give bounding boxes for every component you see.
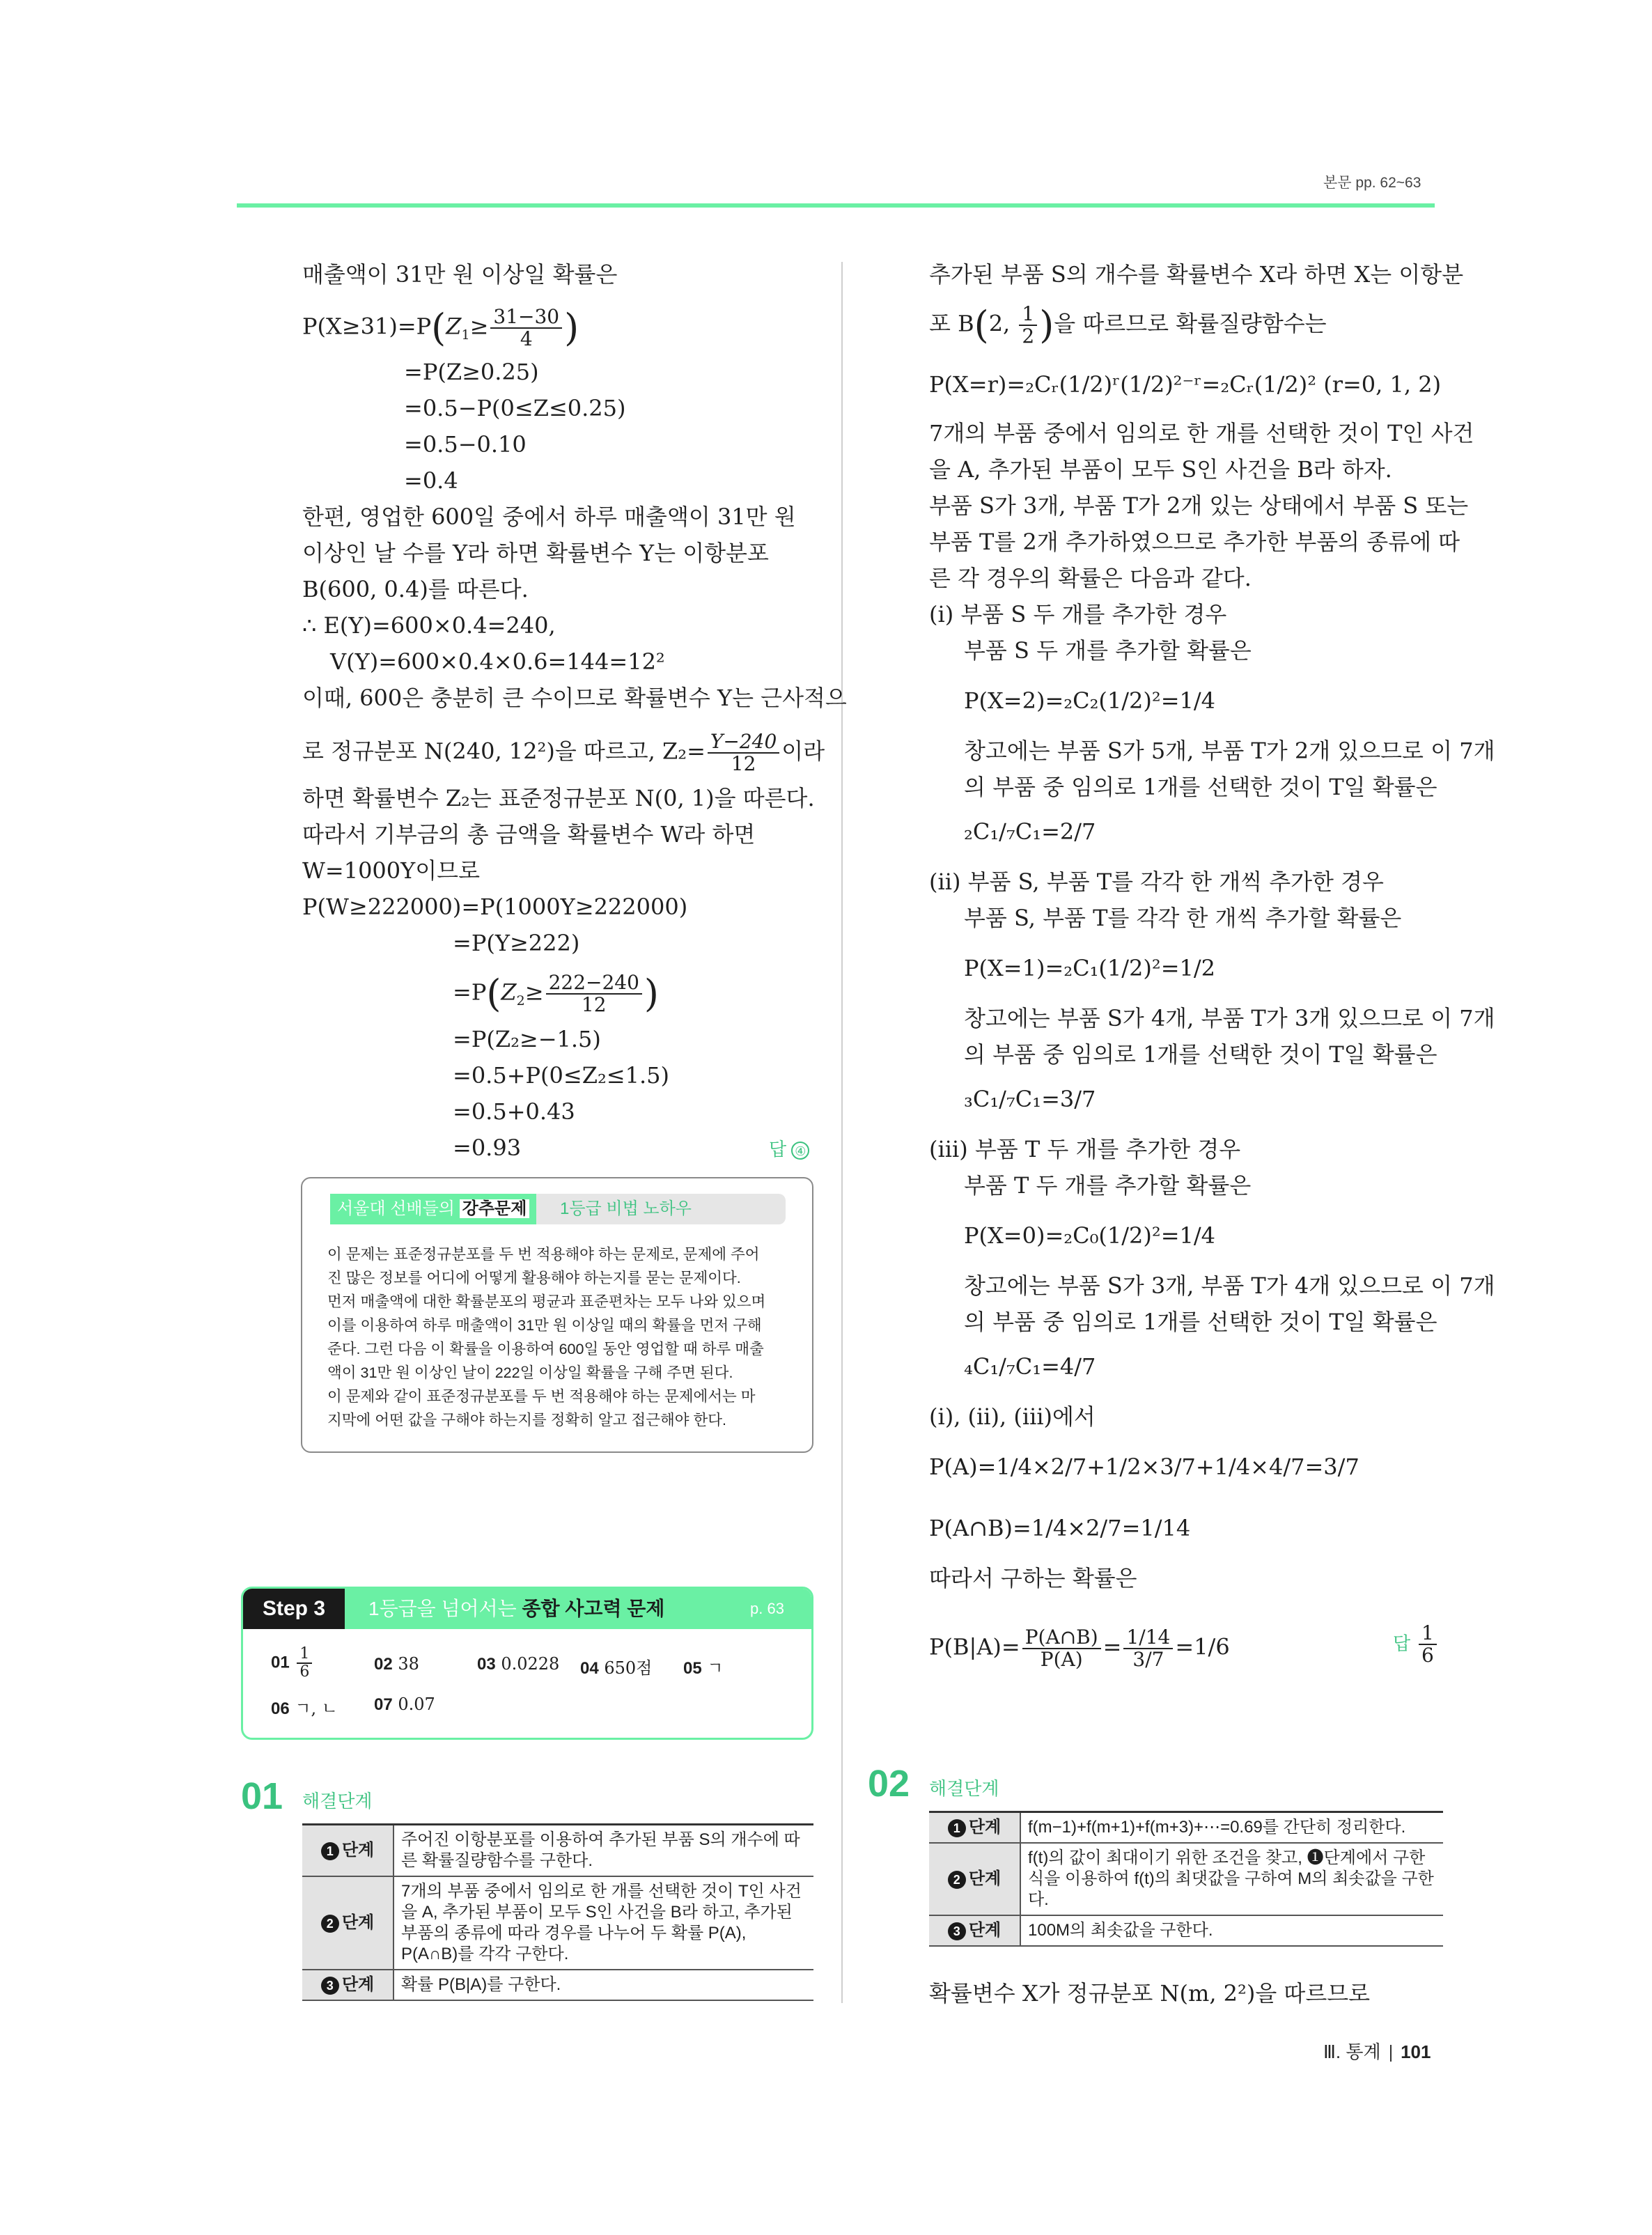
- answer-mark-right: 답 $\frac{1}{6}$: [1393, 1623, 1439, 1666]
- case3-frac: ₄C₁/₇C₁=4/7: [964, 1353, 1096, 1380]
- w-line-1: P(W≥222000)=P(1000Y≥222000): [302, 894, 688, 920]
- right-l2: 포 B(2, $\frac{1}{2}$ )을 따르므로 확률질량함수는: [929, 302, 1327, 348]
- solution-01-table: [302, 1823, 813, 2001]
- expectation-line: ∴ E(Y)=600×0.4=240,: [302, 612, 556, 639]
- answer-01: 01 $\frac{1}{6}$: [271, 1646, 314, 1681]
- w-line-4: =P(Z₂≥−1.5): [453, 1026, 601, 1052]
- tip-title-c: 1등급 비법 노하우: [560, 1199, 692, 1218]
- footer-page-number: 101: [1401, 2041, 1431, 2062]
- case3-eq: P(X=0)=₂C₀(1/2)²=1/4: [964, 1222, 1216, 1249]
- solution-02-table: [929, 1811, 1443, 1947]
- prob-a-and-b: P(A∩B)=1/4×2/7=1/14: [929, 1515, 1191, 1541]
- prob-line-5: =0.4: [404, 467, 458, 494]
- tip-line: 지막에 어떤 값을 구해야 하는지를 정확히 알고 접근해야 한다.: [327, 1412, 726, 1428]
- variance-line: V(Y)=600×0.4×0.6=144=12²: [330, 648, 665, 675]
- case2-a: 부품 S, 부품 T를 각각 한 개씩 추가할 확률은: [964, 905, 1402, 931]
- column-divider: [841, 262, 843, 2003]
- answer-05: 05 ㄱ: [683, 1658, 724, 1678]
- solution-01-number: 01: [241, 1775, 283, 1817]
- answer-02: 02 38: [374, 1654, 419, 1674]
- conditional-prob: P(B|A)= $\frac{P(A\cap B)}{P(A)}$ = $\frac{1/14}{3/7}$ =1/6: [929, 1626, 1230, 1671]
- case1-b: 창고에는 부품 S가 5개, 부품 T가 2개 있으므로 이 7개: [964, 738, 1495, 764]
- w-line-7: =0.93: [453, 1135, 522, 1161]
- tip-line: 진 많은 정보를 어디에 어떻게 활용해야 하는지를 묻는 문제이다.: [327, 1270, 741, 1286]
- case2-b: 창고에는 부품 S가 4개, 부품 T가 3개 있으므로 이 7개: [964, 1005, 1495, 1031]
- w-line-6: =0.5+0.43: [453, 1098, 575, 1125]
- case3-c: 의 부품 중 임의로 1개를 선택한 것이 T일 확률은: [964, 1309, 1437, 1335]
- tip-line: 이 문제는 표준정규분포를 두 번 적용해야 하는 문제로, 문제에 주어: [327, 1246, 760, 1263]
- paragraph-normal-a: 이때, 600은 충분히 큰 수이므로 확률변수 Y는 근사적으: [302, 685, 847, 711]
- paragraph-w: W=1000Y이므로: [302, 857, 481, 884]
- prob-line-1: $P(X\ge 31)=P(Z_1\ge$ $\frac{31-30}{4}$ ): [302, 305, 579, 350]
- tip-line: 이를 이용하여 하루 매출액이 31만 원 이상일 때의 확률을 먼저 구해: [327, 1317, 762, 1334]
- right-l5: 부품 S가 3개, 부품 T가 2개 있는 상태에서 부품 S 또는: [929, 492, 1469, 519]
- tip-body: [327, 1243, 801, 1432]
- step3-answers: [271, 1646, 800, 1729]
- sol02-row-2: 2 단계 f(t)의 값이 최대이기 위한 조건을 찾고, ❶단계에서 구한 식을 이용하여 f(t)의 최댓값을 구하여 M의 최솟값을 구한다.: [929, 1843, 1443, 1915]
- case3-b: 창고에는 부품 S가 3개, 부품 T가 4개 있으므로 이 7개: [964, 1272, 1495, 1299]
- page-ref: 본문 pp. 62~63: [1323, 175, 1421, 191]
- solution-02-number: 02: [868, 1763, 910, 1805]
- answer-07: 07 0.07: [374, 1695, 435, 1714]
- paragraph-binomial: 한편, 영업한 600일 중에서 하루 매출액이 31만 원 이상인 날 수를 Y라 하면 확률변수 Y는 이항분포 B(600, 0.4)를 따른다.: [302, 504, 796, 602]
- footer-chapter: Ⅲ. 통계: [1323, 2041, 1381, 2062]
- right-l6: 부품 T를 2개 추가하였으므로 추가한 부품의 종류에 따: [929, 529, 1460, 555]
- tip-box: [301, 1177, 813, 1453]
- step3-title: 1등급을 넘어서는 종합 사고력 문제: [368, 1598, 665, 1619]
- left-intro: 매출액이 31만 원 이상일 확률은: [302, 261, 618, 288]
- sol01-row-1: 1 단계 주어진 이항분포를 이용하여 추가된 부품 S의 개수에 따른 확률질량함수를 구한다.: [302, 1825, 813, 1876]
- case1-frac: ₂C₁/₇C₁=2/7: [964, 818, 1096, 845]
- from-cases: (ⅰ), (ⅱ), (ⅲ)에서: [929, 1403, 1096, 1430]
- hence-line: 따라서 구하는 확률은: [929, 1565, 1137, 1591]
- w-line-2: =P(Y≥222): [453, 930, 580, 956]
- prob-line-2: =P(Z≥0.25): [404, 359, 539, 385]
- case1-a: 부품 S 두 개를 추가할 확률은: [964, 637, 1252, 664]
- right-l7: 른 각 경우의 확률은 다음과 같다.: [929, 565, 1252, 591]
- solution-02-label: 해결단계: [929, 1778, 999, 1799]
- right-l3: 7개의 부품 중에서 임의로 한 개를 선택한 것이 T인 사건: [929, 420, 1474, 446]
- tip-line: 이 문제와 같이 표준정규분포를 두 번 적용해야 하는 문제에서는 마: [327, 1388, 756, 1405]
- case1-eq: P(X=2)=₂C₂(1/2)²=1/4: [964, 687, 1216, 714]
- paragraph-total: 따라서 기부금의 총 금액을 확률변수 W라 하면: [302, 821, 756, 848]
- tip-title-a: 서울대 선배들의: [337, 1199, 455, 1218]
- w-line-5: =0.5+P(0≤Z₂≤1.5): [453, 1062, 669, 1089]
- answer-04: 04 650점: [580, 1658, 653, 1678]
- footer: [1323, 2038, 1431, 2064]
- prob-a: P(A)=1/4×2/7+1/2×3/7+1/4×4/7=3/7: [929, 1454, 1359, 1480]
- sol01-row-3: 3 단계 확률 P(B|A)를 구한다.: [302, 1970, 813, 2000]
- right-pmf: P(X=r)=₂Cᵣ(1/2)ʳ(1/2)²⁻ʳ=₂Cᵣ(1/2)² (r=0, 1, 2): [929, 371, 1442, 398]
- case2-c: 의 부품 중 임의로 1개를 선택한 것이 T일 확률은: [964, 1041, 1437, 1068]
- w-line-3: $=P(Z_2\ge$ $\frac{222-240}{12}$ ): [453, 971, 659, 1016]
- answer-03: 03 0.0228: [477, 1654, 560, 1674]
- case2-eq: P(X=1)=₂C₁(1/2)²=1/2: [964, 955, 1216, 981]
- sol02-row-1: 1 단계 f(m−1)+f(m+1)+f(m+3)+⋯=0.69를 간단히 정리한다.: [929, 1813, 1443, 1843]
- right-l1: 추가된 부품 S의 개수를 확률변수 X라 하면 X는 이항분: [929, 261, 1464, 288]
- paragraph-standard: 하면 확률변수 Z₂는 표준정규분포 N(0, 1)을 따른다.: [302, 785, 815, 811]
- tip-line: 먼저 매출액에 대한 확률분포의 평균과 표준편차는 모두 나와 있으며: [327, 1293, 766, 1310]
- sol02-row-3: 3 단계 100M의 최솟값을 구한다.: [929, 1915, 1443, 1946]
- answer-06: 06 ㄱ, ㄴ: [271, 1699, 338, 1718]
- answer-mark-left: 답 ④: [769, 1135, 809, 1161]
- case1-head: (ⅰ) 부품 S 두 개를 추가한 경우: [929, 601, 1227, 628]
- tip-line: 액이 31만 원 이상인 날이 222일 이상일 확률을 구해 주면 된다.: [327, 1364, 733, 1381]
- solution-01-label: 해결단계: [302, 1791, 373, 1812]
- step3-page: p. 63: [750, 1600, 784, 1617]
- case2-head: (ⅱ) 부품 S, 부품 T를 각각 한 개씩 추가한 경우: [929, 869, 1384, 895]
- right-last-line: 확률변수 X가 정규분포 N(m, 2²)을 따르므로: [929, 1980, 1371, 2007]
- case1-c: 의 부품 중 임의로 1개를 선택한 것이 T일 확률은: [964, 774, 1437, 800]
- prob-line-4: =0.5−0.10: [404, 431, 527, 458]
- tip-line: 준다. 그런 다음 이 확률을 이용하여 600일 동안 영업할 때 하루 매출: [327, 1341, 764, 1357]
- sol01-row-2: 2 단계 7개의 부품 중에서 임의로 한 개를 선택한 것이 T인 사건을 A, 추가된 부품이 모두 S인 사건을 B라 하고, 추가된 부품의 종류에 따라 경우를 나누어 두 확률 P(A), P(A∩B)를 각각 구한다.: [302, 1876, 813, 1970]
- tip-title-b: 강추문제: [460, 1199, 530, 1218]
- paragraph-normal-b: 로 정규분포 N(240, 12²)을 따르고, Z₂= $\frac{Y-240}{12}$ 이라: [302, 730, 825, 775]
- case3-head: (ⅲ) 부품 T 두 개를 추가한 경우: [929, 1136, 1241, 1162]
- right-l4: 을 A, 추가된 부품이 모두 S인 사건을 B라 하자.: [929, 456, 1392, 483]
- prob-line-3: =0.5−P(0≤Z≤0.25): [404, 395, 626, 421]
- case3-a: 부품 T 두 개를 추가할 확률은: [964, 1172, 1252, 1199]
- header-rule: [237, 203, 1435, 208]
- case2-frac: ₃C₁/₇C₁=3/7: [964, 1086, 1096, 1112]
- step3-box: [241, 1587, 813, 1740]
- step3-tag: Step 3: [243, 1589, 345, 1629]
- tip-box-header: [330, 1194, 786, 1224]
